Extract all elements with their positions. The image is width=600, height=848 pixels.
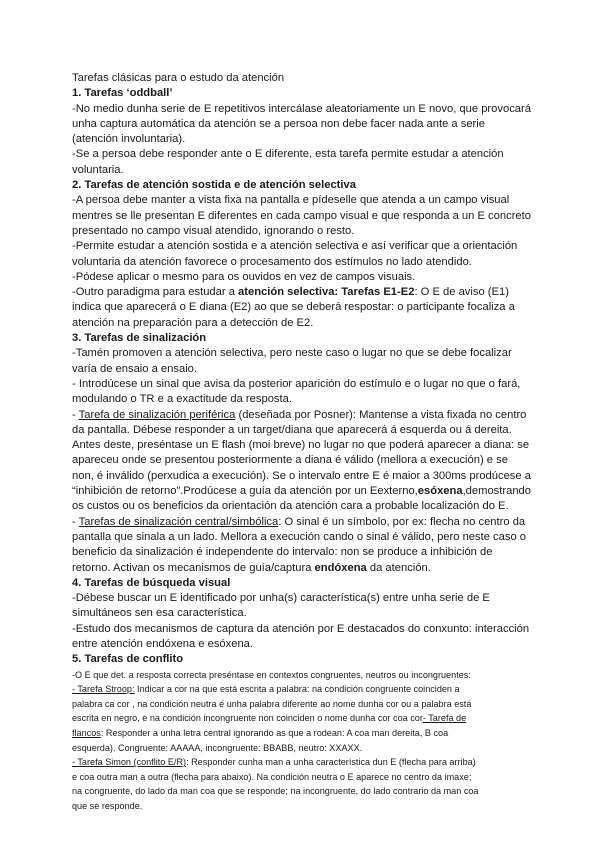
paragraph-line: -A persoa debe manter a vista fixa na pantalla e pídeselle que atenda a un campo visual [72, 194, 510, 207]
section-heading: 2. Tarefas de atención sostida e de atención selectiva [72, 179, 356, 192]
paragraph-line: que se responde. [72, 800, 143, 811]
bold-text: esóxena [417, 485, 463, 498]
paragraph-line: -No medio dunha serie de E repetitivos intercálase aleatoriamente un E novo, que provocará [72, 102, 531, 115]
paragraph-line [72, 561, 532, 576]
paragraph-line [72, 408, 532, 423]
paragraph-line: -Permite estudar a atención sostida e a atención selectiva e así verificar que a orientación [72, 240, 518, 253]
conflict-details [72, 668, 532, 814]
paragraph-line: apareceu onde se presentou posteriormente a diana é válido (mellora a execución) e se [72, 454, 508, 467]
underlined-term: Tarefas de sinalización central/simbólica [78, 515, 279, 528]
paragraph-line [72, 755, 532, 770]
paragraph-line: non, é inválido (perxudica a execución). Se o intervalo entre E é maior a 300ms prodúcese a [72, 469, 531, 482]
section-oddball [72, 86, 532, 178]
section-heading: 5. Tarefas de conflito [72, 653, 184, 666]
text-run: escrita en negro, e na condición incongruente non coinciden o nome dunha cor coa cor [72, 713, 423, 724]
text-run: : Responder a unha letra central ignorando as que a rodean: A coa man dereita, B coa [100, 727, 449, 738]
paragraph-line: -Débese buscar un E identificado por unha(s) característica(s) entre unha serie de E [72, 592, 490, 605]
paragraph-line: -Tamén promoven a atención selectiva, pero neste caso o lugar no que se debe focalizar [72, 347, 512, 360]
paragraph-line: mentres se lle presentan E diferentes en cada campo visual e que responda a un E concreto [72, 209, 531, 222]
paragraph-line [72, 726, 532, 741]
paragraph-line: entre atención endóxena e esóxena. [72, 637, 254, 650]
section-heading: 4. Tarefas de búsqueda visual [72, 576, 231, 589]
paragraph-line: na congruente, do lado da man coa que se responde; na incongruente, do lado contrario da man coa [72, 786, 479, 797]
text-run: da atención. [366, 561, 431, 574]
text-run: “inhibición de retorno”.Prodúcese a guía da atención por un Eexterno, [72, 485, 418, 498]
text-run: -Outro paradigma para estudar a [72, 286, 239, 299]
paragraph-line: voluntaria. [72, 163, 124, 176]
paragraph-line: - Introdúcese un sinal que avisa da posterior aparición do estímulo e o lugar no que o fará, [72, 377, 521, 390]
paragraph-line: indica que aparecerá o E diana (E2) ao que se deberá respostar: o participante focaliza a [72, 301, 515, 314]
paragraph-line: Antes deste, preséntase un E flash (moi breve) no lugar no que poderá aparecer a diana: se [72, 439, 530, 452]
paragraph-line [72, 711, 532, 726]
paragraph-line: presentado no campo visual atendido, ignorando o resto. [72, 224, 355, 237]
text-run: : O sinal é un símbolo, por ex: flecha no centro da [278, 515, 526, 528]
paragraph-line: da pantalla. Débese responder a un target/diana que aparecerá á esquerda ou á dereita. [72, 423, 512, 436]
document-title: Tarefas clásicas para o estudo da atención [72, 72, 285, 84]
underlined-term: - Tarefa Stroop: [72, 684, 135, 695]
paragraph-line: simultáneos sen esa característica. [72, 607, 247, 620]
paragraph-line: palabra ca cor , na condición neutra é unha palabra diferente ao nome dunha cor ou a palabra está [72, 698, 472, 709]
paragraph-line [72, 285, 532, 300]
paragraph-line: os custos ou os beneficios da orientación da atención cara a probable localización do E. [72, 500, 509, 513]
paragraph-line: -Se a persoa debe responder ante o E diferente, esta tarefa permite estudar a atención [72, 148, 504, 161]
underlined-term: flancos [72, 727, 101, 738]
text-run: : O E de aviso (E1) [414, 286, 509, 299]
text-run: - [72, 408, 79, 421]
paragraph-line: pantalla que sinala a un lado. Mellora a execución cando o sinal é válido, pero neste caso o [72, 530, 527, 543]
paragraph-line: unha captura automática da atención se a persoa non debe facer nada ante a serie [72, 117, 485, 130]
paragraph-line: esquerda). Congruente: AAAAA, incongruente: BBABB, neutro: XXAXX. [72, 742, 363, 753]
underlined-term: - Tarefa Simon (conflito E/R) [72, 757, 187, 768]
paragraph-line: -Pódese aplicar o mesmo para os ouvidos en vez de campos visuais. [72, 270, 416, 283]
section-conflict [72, 652, 532, 813]
underlined-term: - Tarefa de [422, 713, 467, 724]
paragraph-line [72, 484, 532, 499]
paragraph-line [72, 682, 532, 697]
text-run: Indicar a cor na que está escrita a palabra: na condición congruente coinciden a [134, 684, 460, 695]
paragraph-line: atención na preparación para a detección de E2. [72, 316, 314, 329]
section-heading: 1. Tarefas ‘oddball’ [72, 87, 173, 100]
document-page [72, 71, 532, 814]
section-sustained-selective [72, 178, 532, 331]
paragraph-line: modulando o TR e a exactitude da resposta. [72, 393, 292, 406]
paragraph-line: varía de ensaio a ensaio. [72, 362, 198, 375]
paragraph-line: (atención involuntaria). [72, 133, 186, 146]
underlined-term: Tarefa de sinalización periférica [78, 408, 236, 421]
text-run: ,demostrando [462, 485, 531, 498]
text-run: (deseñada por Posner): Mantense a vista fixada no centro [235, 408, 527, 421]
paragraph-line: e coa outra man a outra (flecha para abaixo). Na condición neutra o E aparece no centro da imaxe; [72, 771, 472, 782]
section-heading: 3. Tarefas de sinalización [72, 332, 207, 345]
text-run: retorno. Activan os mecanismos de guía/captura [72, 561, 315, 574]
paragraph-line: beneficio da sinalización é independente do intervalo: non se produce a inhibición de [72, 546, 493, 559]
bold-text: atención selectiva: Tarefas E1-E2 [238, 286, 415, 299]
section-cueing [72, 331, 532, 576]
paragraph-line: -Estudo dos mecanismos de captura da atención por E destacados do conxunto: interacción [72, 622, 530, 635]
paragraph-line: voluntaria da atención favorece o procesamento dos estímulos no lado atendido. [72, 255, 472, 268]
bold-text: endóxena [314, 561, 367, 574]
paragraph-line: -O E que det. a resposta correcta preséntase en contextos congruentes, neutros ou incongruentes: [72, 669, 471, 680]
section-visual-search [72, 576, 532, 652]
text-run: - [72, 515, 79, 528]
paragraph-line [72, 515, 532, 530]
text-run: : Responder cunha man a unha característica dun E (flecha para arriba) [186, 757, 476, 768]
